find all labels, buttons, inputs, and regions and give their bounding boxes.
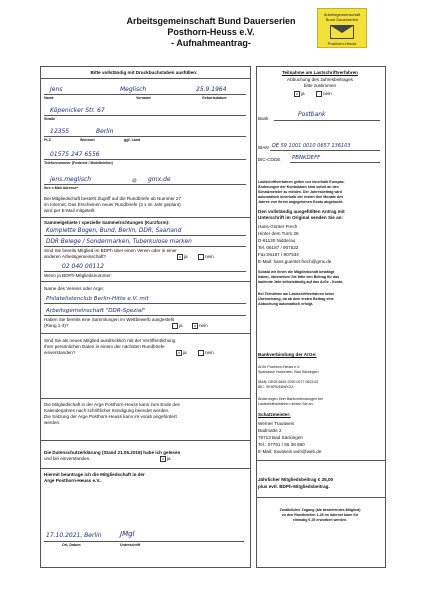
membership-end-3: Die Satzung der Arge Posthorn-Heuss kann im vorab angefordert [44, 414, 177, 419]
address-line-1: Hans-Günter Frech [258, 224, 298, 229]
verein-label: Name des Vereins oder Arge: [44, 286, 105, 291]
divider [40, 78, 250, 79]
ls-info-2: Änderungen der Kontodaten sind sofort an den [258, 185, 339, 189]
checkbox-icon: x [178, 350, 180, 355]
confirm-text-4: Bei Teilnahme am Lastschriftverfahren keine [258, 292, 335, 296]
treasurer-line-2: Badmatte 2 [258, 428, 282, 433]
rundbrief-text-2: im Internet. Das Erscheinen neuer Rundbriefe (3 x im Jahr geplant) [44, 202, 181, 207]
extra-access-3: einmalig € 25 erworben werden. [292, 518, 348, 522]
bdph-number-underline [44, 271, 246, 272]
form-title-line2: Posthorn-Heuss e.V. [167, 27, 255, 37]
name-line [44, 94, 246, 95]
bank-line-2: Sparkasse Hochrhein, Bad Säckingen [258, 370, 319, 374]
publish-question-3: einverstanden? [44, 350, 76, 355]
membership-end-1: Die Mitgliedschaft in der Arge Posthorn-Heuss kann zum Ende des [44, 402, 180, 407]
wettbewerb-question-1: Haben Sie bereits eine Sammlungen im Wettbewerb ausgestellt [44, 317, 174, 322]
publish-question-2: Ihrer persönlichen Daten in einem der nächsten Rundbriefe [44, 344, 165, 349]
label-name: Name [44, 96, 54, 100]
label-email: Ihre e-Mail Adresse* [44, 186, 79, 190]
lastschrift-heading: Teilnahme am Lastschriftverfahren [282, 70, 358, 75]
label-land: ggf. Land [124, 138, 141, 142]
treasurer-line-4: Tel.: 07761 / 55 38 660 [258, 442, 305, 447]
label-street: Straße [44, 117, 56, 121]
rundbrief-text-1: Bei Mitgliedschaft besteht Zugriff auf die Rundbriefe ab Nummer 27 [44, 196, 182, 201]
plz-value[interactable]: 12355 [50, 128, 70, 135]
street-value[interactable]: Köpenicker Str. 67 [50, 107, 105, 114]
lastschrift-no-checkbox[interactable] [316, 91, 332, 97]
treasurer-heading: Schatzmeister: [258, 412, 291, 417]
extra-access-1: Zusätzlicher Zugang (als bestehendes Mitglied) [279, 508, 361, 512]
logo-text-3: Posthorn-Heuss [327, 41, 357, 46]
birth-date-value[interactable]: 25.9.1964 [196, 86, 227, 93]
fee-text-2: plus evtl. BDPh-Mitgliedsbeitrag. [258, 484, 330, 489]
bic-value[interactable]: PBNKDEFF [292, 155, 321, 161]
verein-underline-1 [44, 303, 246, 304]
divider [40, 217, 250, 218]
send-heading-1: Den vollständig ausgefüllten Antrag mit [258, 209, 345, 214]
collect-line-1[interactable]: Komplette Bogen, Bund, Berlin, DDR, Saarland [46, 228, 182, 234]
ls-info-1: Lastschriftverfahren gelten nur innerhalb Europas. [258, 180, 345, 184]
email-domain-value[interactable]: gmx.de [148, 176, 171, 183]
publish-question-1: Sind Sie als neues Mitglied ausdrücklich mit der Veröffentlichung [44, 338, 176, 343]
fee-text-1: Jährlicher Mitgliedsbeitrag € 25,00 [258, 477, 334, 482]
checkbox-icon [198, 350, 204, 356]
instruction-heading: Bitte vollständig mit Druckbuchstaben ausfüllen: [90, 70, 198, 75]
bank-line-4: BIC: SKHRDE6WXXX [258, 385, 294, 389]
label-ort-datum: Ort, Datum [62, 543, 81, 547]
iban-value[interactable]: DE 59 1001 0010 0657 136103 [272, 143, 351, 149]
first-name-value[interactable]: Jens [50, 86, 63, 93]
divider [40, 440, 250, 441]
bic-label: BIC-CODE [258, 157, 281, 162]
phone-value[interactable]: 01575 247 6556 [50, 151, 100, 158]
ls-info-3: Schatzmeister zu melden. Der Jahresbeitrag wird [258, 190, 342, 194]
pub-yes-label: ja [183, 350, 187, 356]
publish-yes-checkbox[interactable] [176, 350, 187, 356]
bdph-question-2: anderen Arbeitsgemeinschaft? [44, 254, 107, 259]
bdph-yes-label: ja [184, 254, 188, 260]
signature[interactable]: JMgl [120, 530, 135, 538]
bank-line-3: IBAN: DE08 6845 2290 0077 0633 62 [258, 380, 319, 384]
lastschrift-sub-1: Abbuchung des Jahresbeitrages [287, 77, 353, 82]
bank-line-1: ArGe Posthorn-Heuss e.V. [258, 365, 301, 369]
apply-text-2: Arge Posthorn-Heuss e.V.. [44, 478, 102, 483]
bank-heading: Bankverbindung der ArGe: [258, 352, 317, 357]
privacy-yes-label: ja [167, 456, 171, 462]
signature-line [44, 541, 244, 542]
membership-end-2: Kalenderjahres nach schriftlicher Kündigung beendet werden. [44, 408, 170, 413]
bdph-no-checkbox[interactable] [198, 254, 214, 260]
ws-yes-label: ja [179, 323, 183, 329]
wettbewerb-no-checkbox[interactable] [192, 323, 208, 329]
bic-underline [290, 162, 380, 163]
bank-value[interactable]: Postbank [298, 111, 326, 118]
publish-no-checkbox[interactable] [198, 350, 214, 356]
address-line-5: Fax:06187 / 907534 [258, 252, 299, 257]
ws-no-label: nein [199, 323, 208, 329]
email-at: @ [132, 178, 137, 183]
treasurer-email[interactable]: E-Mail: trautwein.wuh@web.de [258, 449, 322, 454]
collect-underline-1 [44, 235, 246, 236]
bdph-yes-checkbox[interactable] [177, 254, 188, 260]
logo-text-2: Bund Dauerserien [325, 17, 359, 22]
divider [40, 398, 250, 399]
ls-info-4: automatisch innerhalb der ersten drei Monate des [258, 195, 344, 199]
privacy-text-2: und bin einverstanden. [44, 456, 91, 461]
wettbewerb-yes-checkbox[interactable] [172, 323, 183, 329]
verein-line-2[interactable]: Arbeitsgemeinschaft "DDR-Spezial" [46, 308, 146, 314]
checkbox-icon: x [162, 456, 164, 461]
email-line [44, 184, 246, 185]
divider [256, 460, 385, 461]
privacy-text-1 [44, 450, 180, 456]
envelope-icon [330, 25, 354, 39]
confirm-text-5: Überweisung, da ab dem ersten Beitrag eine [258, 297, 334, 301]
bank-underline [274, 120, 380, 121]
change-text-1: Änderungen Ihrer Bankverbindungen bei [258, 397, 323, 401]
confirm-text-2: haben, überweisen Sie bitte den Beitrag für das [258, 275, 340, 279]
label-geburtsdatum: Geburtsdatum [202, 96, 227, 100]
email-local-value[interactable]: jens.meglisch [50, 176, 92, 183]
label-vorname: Vorname [136, 96, 152, 100]
checkbox-icon: x [296, 91, 298, 96]
lastschrift-yes-checkbox[interactable] [294, 91, 305, 97]
label-unterschrift: Unterschrift [120, 543, 141, 547]
city-line [44, 136, 246, 137]
label-wohnort: Wohnort [80, 138, 95, 142]
sign-date-value[interactable]: 17.10.2021, Berlin [46, 532, 102, 539]
label-plz: PLZ [44, 138, 51, 142]
divider [256, 497, 385, 498]
form-title-line3: - Aufnahmeantrag- [171, 38, 251, 48]
checkbox-icon [172, 323, 178, 329]
pub-no-label: nein [205, 350, 214, 356]
bank-label: Bank [258, 116, 269, 121]
address-email[interactable]: E-Mail: hans.guenter.frech@gmx.de [258, 259, 332, 264]
divider [40, 333, 250, 334]
checkbox-icon [316, 91, 322, 97]
bdph-number-label-text: Wenn ja BDPh-Mitgliedsnummer: [44, 273, 112, 278]
address-line-3: D-61130 Nidderau [258, 238, 296, 243]
bdph-number-value[interactable]: 02 040 00112 [62, 263, 104, 270]
label-phone: Telefonnummer (Festnetz / Mobiltelefon) [44, 161, 113, 165]
membership-end-4: werden. [44, 420, 61, 425]
wettbewerb-question-2: (Rang 1-3)? [44, 323, 69, 328]
extra-access-2: zu den Rundbriefen 1-26 im Internet kann für [281, 513, 359, 517]
iban-label: IBAN [258, 145, 269, 150]
form-title-line1: Arbeitsgemeinschaft Bund Dauerserien [126, 16, 296, 26]
rundbrief-text-3: wird per E-Mail mitgeteilt. [44, 208, 96, 213]
checkbox-icon [198, 254, 204, 260]
collect-underline-2 [44, 246, 246, 247]
payment-box [256, 66, 386, 568]
divider [40, 281, 250, 282]
last-name-value[interactable]: Meglisch [120, 86, 147, 93]
confirm-text-6: Abbuchung automatisch erfolgt. [258, 302, 314, 306]
ls-no-label: nein [323, 91, 332, 97]
street-line [44, 115, 246, 116]
bdph-no-label: nein [205, 254, 214, 260]
treasurer-line-1: Werner Trautwein [258, 421, 295, 426]
city-value[interactable]: Berlin [96, 128, 114, 135]
privacy-yes-checkbox[interactable] [160, 456, 171, 462]
apply-text-1: Hiermit beantrage ich die Mitgliedschaft in der [44, 472, 145, 477]
verein-underline-2 [44, 315, 246, 316]
posthorn-heuss-logo [317, 8, 367, 48]
ls-info-5: Jahres von Ihrem angegebenen Konto abgebucht. [258, 200, 344, 204]
treasurer-line-3: 79713 Bad Säckingen [258, 435, 303, 440]
address-line-2: Hinter dem Turm 28 [258, 231, 299, 236]
lastschrift-sub-2: bitte zustimmen [303, 83, 337, 88]
iban-underline [270, 150, 380, 151]
checkbox-icon: x [194, 323, 196, 328]
collect-line-2[interactable]: DDR Belege / Sondermarken, Tuberkulose marken [46, 239, 192, 245]
collect-heading: Sammelgebiete / spezielle Sammelrichtungen (Kurzform): [44, 220, 170, 225]
confirm-text-3: laufende Jahr selbstständig auf das ArGe - Konto. [258, 280, 344, 284]
bdph-number-label [44, 273, 112, 279]
ls-yes-label: ja [301, 91, 305, 97]
change-text-2: Lastschriftverfahren richten Sie an: [258, 402, 314, 406]
bdph-question-1: Sind Sie bereits Mitglied im BDPh über einen Verein oder in einer [44, 248, 177, 253]
logo-text-1: Arbeitsgemeinschaft [323, 12, 361, 17]
phone-line [44, 159, 246, 160]
address-line-4: Tel. 06187 / 907532 [258, 245, 299, 250]
privacy-text-1-content: Die Datenschutzerklärung (Stand 21.05.2018) habe ich gelesen [44, 450, 181, 455]
checkbox-icon: x [179, 254, 181, 259]
verein-line-1[interactable]: Philatelistenclub Berlin-Hitte e.V. mit [46, 296, 149, 302]
divider [40, 468, 250, 469]
send-heading-2: Unterschrift im Original senden Sie an: [258, 215, 344, 220]
confirm-text-1: Sobald wir Ihnen die Mitgliedschaft bestätigt [258, 270, 335, 274]
